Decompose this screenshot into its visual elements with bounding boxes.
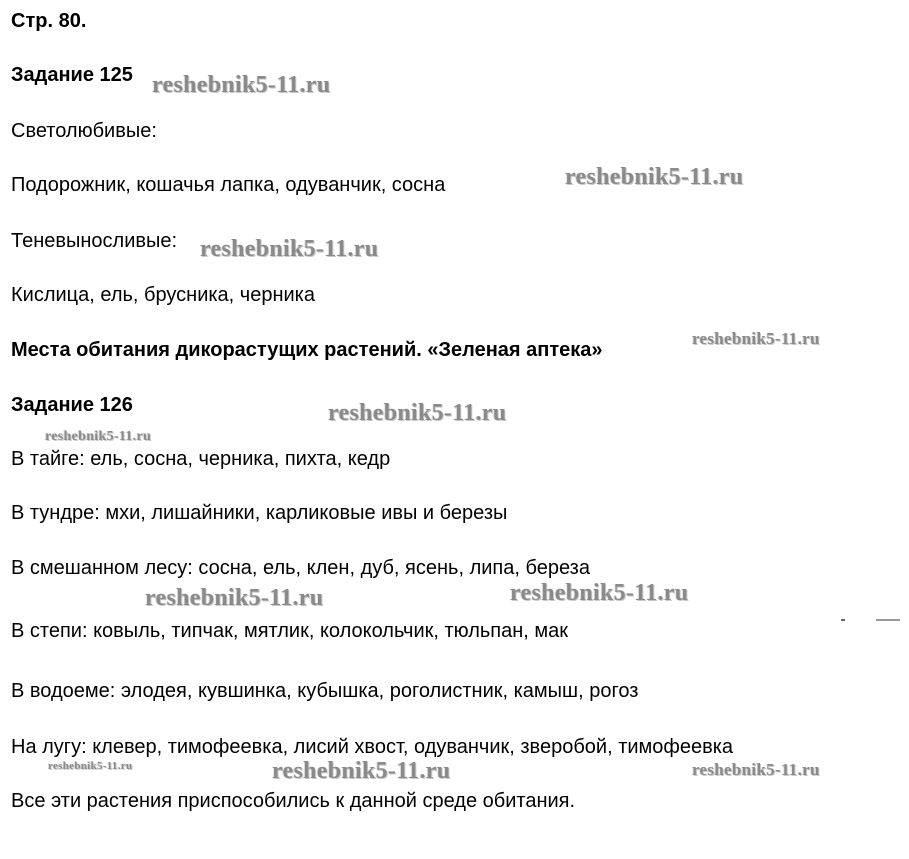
meadow-line: На лугу: клевер, тимофеевка, лисий хвост, одуванчик, зверобой, тимофеевка bbox=[11, 736, 734, 758]
page-number: Стр. 80. bbox=[11, 10, 87, 32]
scan-mark bbox=[876, 619, 900, 621]
steppe-line: В степи: ковыль, типчак, мятлик, колокольчик, тюльпан, мак bbox=[11, 620, 569, 642]
light-loving-list: Подорожник, кошачья лапка, одуванчик, сосна bbox=[11, 174, 446, 196]
taiga-line: В тайге: ель, сосна, черника, пихта, кедр bbox=[11, 448, 391, 470]
shade-tolerant-label: Теневыносливые: bbox=[11, 230, 178, 252]
task-125-title: Задание 125 bbox=[11, 64, 133, 86]
watermark: reshebnik5-11.ru bbox=[692, 329, 820, 348]
watermark: reshebnik5-11.ru bbox=[328, 400, 507, 426]
scan-mark bbox=[841, 619, 845, 621]
shade-tolerant-list: Кислица, ель, брусника, черника bbox=[11, 284, 315, 306]
watermark: reshebnik5-11.ru bbox=[510, 580, 689, 606]
task-126-title: Задание 126 bbox=[11, 394, 133, 416]
watermark: reshebnik5-11.ru bbox=[272, 758, 451, 784]
light-loving-label: Светолюбивые: bbox=[11, 120, 157, 142]
mixed-forest-line: В смешанном лесу: сосна, ель, клен, дуб, ясень, липа, береза bbox=[11, 557, 590, 579]
watermark: reshebnik5-11.ru bbox=[145, 585, 324, 611]
section-title: Места обитания дикорастущих растений. «Зеленая аптека» bbox=[11, 339, 603, 361]
watermark: reshebnik5-11.ru bbox=[48, 760, 133, 772]
watermark: reshebnik5-11.ru bbox=[200, 236, 379, 262]
watermark: reshebnik5-11.ru bbox=[565, 164, 744, 190]
watermark: reshebnik5-11.ru bbox=[45, 429, 152, 444]
watermark: reshebnik5-11.ru bbox=[692, 760, 820, 779]
watermark: reshebnik5-11.ru bbox=[152, 72, 331, 98]
conclusion-line: Все эти растения приспособились к данной среде обитания. bbox=[11, 790, 576, 812]
tundra-line: В тундре: мхи, лишайники, карликовые ивы и березы bbox=[11, 502, 508, 524]
pond-line: В водоеме: элодея, кувшинка, кубышка, роголистник, камыш, рогоз bbox=[11, 680, 639, 702]
